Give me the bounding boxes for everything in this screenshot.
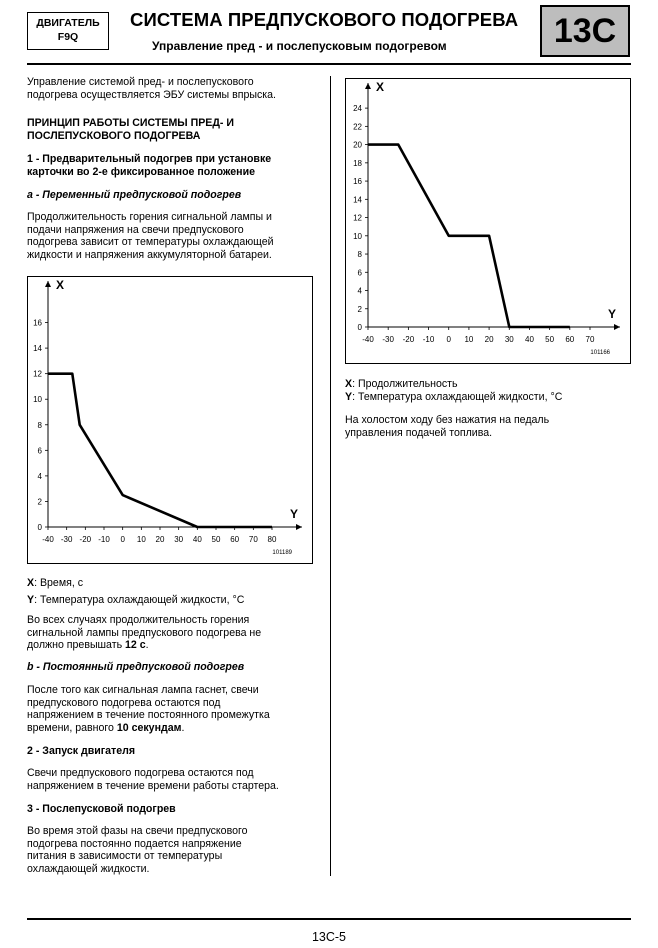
y-tick-label: 10 (33, 395, 42, 405)
page-subtitle: Управление пред - и послепусковым подогревом (152, 39, 447, 53)
idle-note-line: управления подачей топлива. (345, 426, 493, 439)
y-tick-label: 8 (37, 420, 42, 430)
y-tick-label: 10 (353, 231, 362, 241)
idle-note (345, 414, 549, 439)
x-tick-label: 0 (446, 335, 451, 344)
note-text: . (145, 639, 149, 652)
footer-divider (27, 918, 631, 920)
y-tick-label: 20 (353, 140, 362, 150)
chart2-legend (345, 378, 562, 403)
engine-label-box (27, 12, 109, 50)
y-axis-letter: X (56, 278, 65, 292)
step1a-line: Продолжительность горения сигнальной лампы и (27, 211, 272, 223)
heading-line: ПОСЛЕПУСКОВОГО ПОДОГРЕВА (27, 129, 201, 142)
chart1-legend (27, 577, 244, 606)
y-tick-label: 22 (353, 122, 362, 132)
x-axis-arrow (614, 324, 620, 330)
step3-line: питания в зависимости от температуры (27, 850, 223, 863)
idle-note-line: На холостом ходу без нажатия на педаль (345, 414, 550, 426)
legend-y-row (345, 391, 562, 404)
y-tick-label: 0 (357, 323, 362, 332)
legend-y-text: : Температура охлаждающей жидкости, °C (34, 593, 245, 606)
step3-heading: 3 - Послепусковой подогрев (27, 803, 176, 815)
y-tick-label: 12 (33, 369, 42, 379)
figure-id: 101189 (272, 550, 292, 556)
step1-heading (27, 153, 271, 178)
step2-line: напряжением в течение времени работы стартера. (27, 779, 279, 792)
x-tick-label: 80 (267, 535, 277, 544)
x-tick-label: 40 (192, 535, 202, 544)
heading-line: ПРИНЦИП РАБОТЫ СИСТЕМЫ ПРЕД- И (27, 117, 234, 129)
x-axis-letter: Y (608, 307, 617, 321)
x-tick-label: 50 (545, 335, 555, 344)
x-tick-label: -40 (362, 335, 374, 344)
legend-x-text: : Время, с (34, 577, 84, 589)
intro-text (27, 76, 276, 101)
legend-y-key: Y (27, 593, 35, 606)
figure-id: 101166 (590, 350, 610, 356)
x-axis-arrow (296, 524, 302, 530)
legend-y-row (27, 594, 244, 607)
y-tick-label: 14 (33, 344, 42, 354)
step1b-value: 10 секундам (116, 721, 182, 734)
legend-x-key: X (345, 378, 353, 390)
max-duration-note (27, 614, 261, 652)
y-tick-label: 4 (37, 471, 42, 481)
step2-text (27, 767, 279, 792)
note-line: сигнальной лампы предпускового подогрева не (27, 626, 262, 639)
y-tick-label: 16 (33, 318, 42, 328)
y-tick-label: 0 (37, 523, 42, 532)
x-tick-label: 20 (155, 535, 165, 544)
x-tick-label: 70 (248, 535, 258, 544)
x-tick-label: 60 (230, 535, 240, 544)
x-tick-label: -30 (60, 535, 73, 544)
step1b-line: После того как сигнальная лампа гаснет, свечи (27, 684, 259, 696)
y-tick-label: 24 (353, 104, 362, 114)
y-tick-label: 6 (357, 268, 362, 278)
series-line (368, 145, 570, 327)
note-value: 12 с (125, 639, 146, 652)
y-tick-label: 6 (37, 446, 42, 456)
legend-x-text: : Продолжительность (352, 378, 458, 390)
page-number: 13C-5 (311, 930, 347, 944)
x-tick-label: 40 (525, 335, 534, 344)
x-tick-label: -30 (382, 335, 394, 344)
step3-line: подогрева постоянно подается напряжение (27, 837, 242, 850)
note-text: должно превышать (27, 639, 126, 652)
x-tick-label: -10 (98, 535, 110, 544)
step1b-line: предпускового подогрева остаются под (27, 696, 221, 709)
chart-101189 (28, 277, 314, 565)
chart-101166-frame (345, 78, 631, 364)
x-tick-label: 10 (136, 535, 146, 544)
section-code-badge: 13C (540, 5, 630, 57)
note-line: Во всех случаях продолжительность горения (27, 614, 250, 626)
y-axis-letter: X (376, 80, 385, 94)
legend-x-row (27, 577, 244, 590)
y-axis-arrow (45, 281, 51, 287)
column-divider (330, 76, 331, 876)
y-tick-label: 2 (357, 304, 362, 314)
intro-line: подогрева осуществляется ЭБУ системы впрыска. (27, 88, 276, 101)
engine-code: F9Q (57, 31, 79, 43)
header-divider (27, 63, 631, 65)
x-tick-label: 60 (565, 335, 575, 344)
legend-y-text: : Температура охлаждающей жидкости, °C (352, 390, 563, 403)
x-tick-label: -10 (422, 335, 435, 344)
chart-101166 (346, 79, 632, 365)
x-tick-label: 30 (504, 335, 514, 344)
y-tick-label: 18 (353, 158, 362, 168)
step3-text (27, 825, 248, 875)
step1a-text (27, 211, 274, 261)
y-tick-label: 2 (37, 497, 42, 507)
y-tick-label: 12 (353, 213, 362, 223)
x-tick-label: 30 (174, 535, 184, 544)
legend-x-row (345, 378, 562, 391)
x-tick-label: -20 (79, 535, 92, 544)
y-axis-arrow (365, 83, 371, 89)
step1-heading-line: карточки во 2-е фиксированное положение (27, 165, 255, 178)
step1a-line: жидкости и напряжения аккумуляторной батареи. (27, 248, 272, 261)
y-tick-label: 8 (357, 250, 362, 260)
x-tick-label: 20 (484, 335, 494, 344)
step2-heading: 2 - Запуск двигателя (27, 745, 136, 757)
page-title: СИСТЕМА ПРЕДПУСКОВОГО ПОДОГРЕВА (130, 9, 519, 30)
step2-line: Свечи предпускового подогрева остаются под (27, 767, 254, 779)
step1-heading-line: 1 - Предварительный подогрев при установке (27, 153, 272, 165)
step1a-line: подачи напряжения на свечи предпускового (27, 223, 244, 236)
x-tick-label: 50 (211, 535, 221, 544)
x-tick-label: 70 (585, 335, 595, 344)
step1a-line: подогрева зависит от температуры охлаждающей (27, 236, 274, 249)
y-tick-label: 4 (357, 286, 362, 296)
section-heading (27, 117, 234, 142)
step3-line: Во время этой фазы на свечи предпускового (27, 825, 248, 837)
legend-x-key: X (27, 577, 35, 589)
legend-y-key: Y (345, 390, 353, 403)
step1b-text (27, 684, 270, 734)
x-tick-label: -40 (42, 535, 54, 544)
chart-101189-frame (27, 276, 313, 564)
step3-line: охлаждающей жидкости. (27, 862, 150, 875)
step1b-text-part: . (181, 721, 185, 734)
x-tick-label: -20 (402, 335, 415, 344)
x-axis-letter: Y (290, 507, 299, 521)
y-tick-label: 14 (353, 195, 362, 205)
x-tick-label: 0 (120, 535, 125, 544)
engine-label: ДВИГАТЕЛЬ (36, 17, 100, 29)
intro-line: Управление системой пред- и послепускового (27, 76, 254, 88)
x-tick-label: 10 (464, 335, 474, 344)
step1b-line: напряжением в течение постоянного промежутка (27, 709, 270, 722)
step1b-line (27, 722, 270, 735)
step1a-heading: a - Переменный предпусковой подогрев (27, 189, 242, 201)
y-tick-label: 16 (353, 177, 362, 187)
step1b-heading: b - Постоянный предпусковой подогрев (27, 661, 245, 673)
series-line (48, 374, 272, 527)
note-line (27, 639, 261, 652)
step1b-text-part: времени, равного (27, 721, 117, 734)
